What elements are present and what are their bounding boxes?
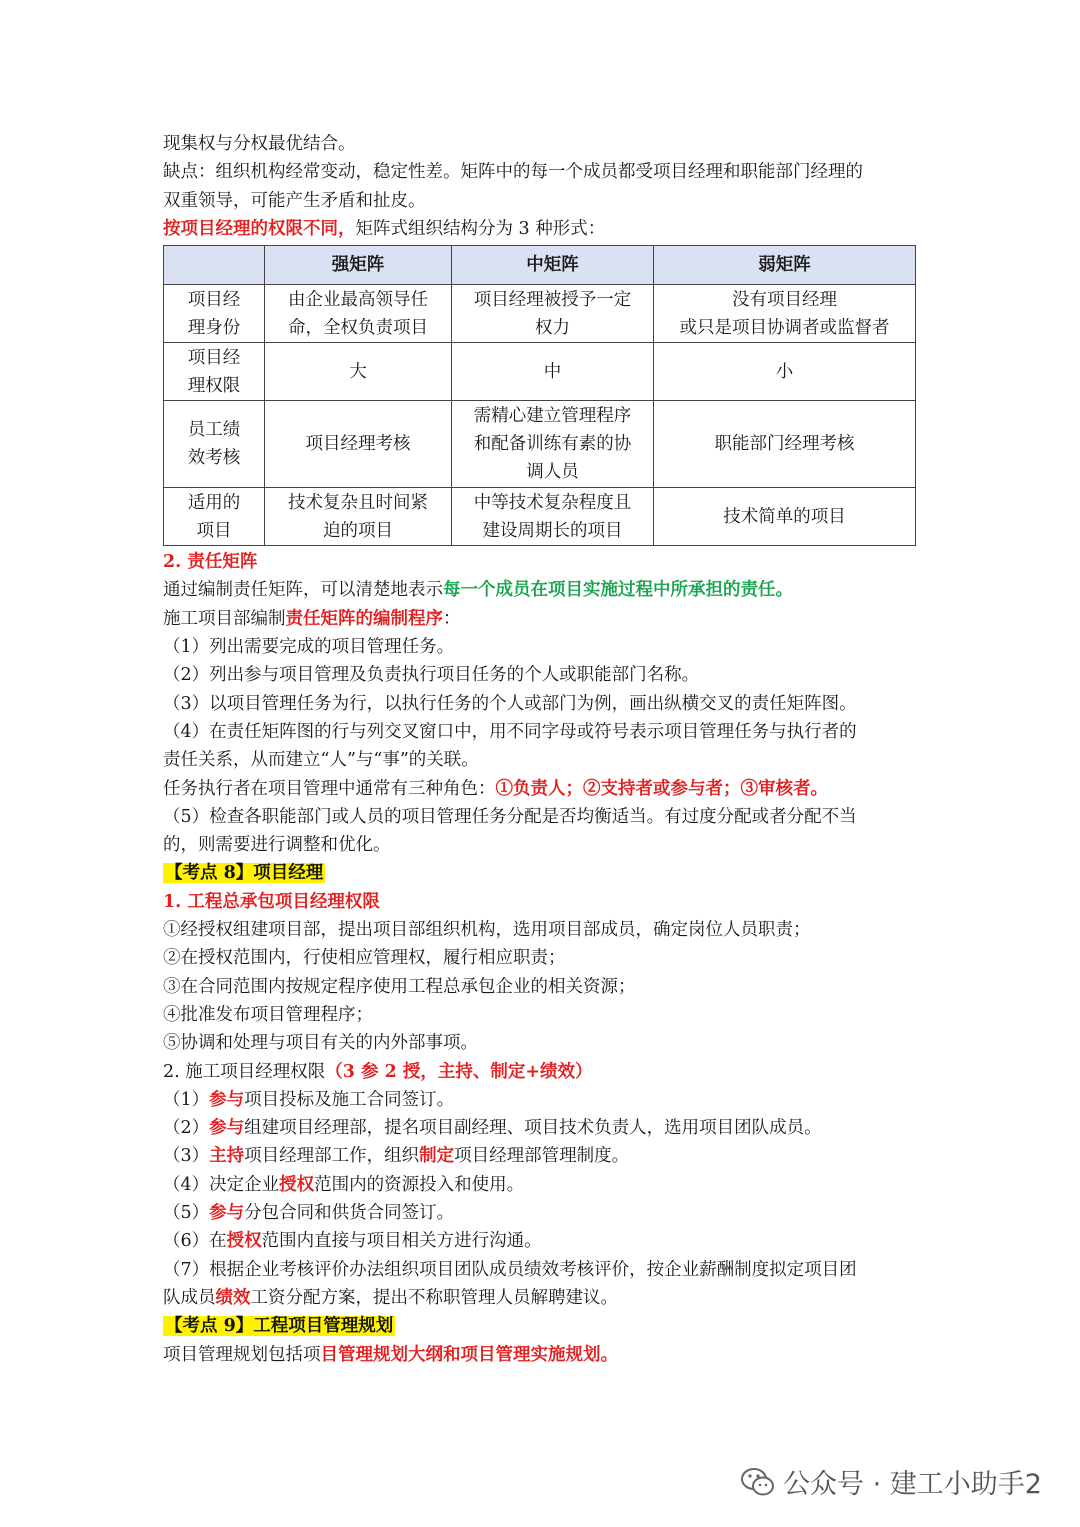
row-label: 项目经 理权限: [164, 343, 265, 401]
table-row: [164, 401, 916, 488]
matrix-forms-line: [163, 215, 923, 243]
row-label: 项目经 理身份: [164, 285, 265, 343]
list-item: （2）列出参与项目管理及负责执行项目任务的个人或职能部门名称。: [163, 665, 700, 686]
roles-line: 任务执行者在项目管理中通常有三种角色：①负责人；②支持者或参与者；③审核者。: [163, 778, 828, 799]
cell-strong: 技术复杂且时间紧 迫的项目: [265, 488, 452, 546]
responsibility-desc: 通过编制责任矩阵，可以清楚地表示每一个成员在项目实施过程中所承担的责任。: [163, 580, 793, 601]
disadvantage-line-1: 缺点：组织机构经常变动，稳定性差。矩阵中的每一个成员都受项目经理和职能部门经理的: [163, 162, 863, 183]
cell-strong: 项目经理考核: [265, 401, 452, 488]
wechat-icon: [741, 1467, 775, 1497]
list-item-continued: 队成员绩效工资分配方案，提出不称职管理人员解聘建议。: [163, 1287, 618, 1308]
list-item: （3）以项目管理任务为行，以执行任务的个人或部门为例，画出纵横交叉的责任矩阵图。: [163, 693, 857, 714]
responsibility-matrix-heading: 2. 责任矩阵: [163, 552, 258, 573]
construction-manager-authority-heading: 2. 施工项目经理权限（3 参 2 授，主持、制定+绩效）: [163, 1061, 593, 1082]
forms-text: 矩阵式组织结构分为 3 种形式：: [355, 218, 606, 239]
watermark-text: 公众号 · 建工小助手2: [783, 1469, 1042, 1500]
cell-medium: 中: [452, 343, 654, 401]
cell-strong: 大: [265, 343, 452, 401]
table-header-row: [164, 246, 916, 285]
cell-weak: 没有项目经理 或只是项目协调者或监督者: [654, 285, 916, 343]
list-item: ①经授权组建项目部，提出项目部组织机构，选用项目部成员，确定岗位人员职责；: [163, 920, 811, 941]
cell-medium: 项目经理被授予一定 权力: [452, 285, 654, 343]
cell-weak: 技术简单的项目: [654, 488, 916, 546]
matrix-comparison-table: [163, 245, 916, 546]
list-item-continued: 责任关系，从而建立“人”与“事”的关联。: [163, 750, 479, 771]
cell-strong: 由企业最高领导任 命，全权负责项目: [265, 285, 452, 343]
list-item: （6）在授权范围内直接与项目相关方进行沟通。: [163, 1231, 542, 1252]
table-row: [164, 343, 916, 401]
header-medium-matrix: 中矩阵: [452, 246, 654, 285]
disadvantage-line-2: 双重领导，可能产生矛盾和扯皮。: [163, 190, 426, 211]
header-strong-matrix: 强矩阵: [265, 246, 452, 285]
cell-medium: 中等技术复杂程度且 建设周期长的项目: [452, 488, 654, 546]
responsibility-emphasis: 每一个成员在项目实施过程中所承担的责任。: [443, 580, 793, 601]
list-item: （5）参与分包合同和供货合同签订。: [163, 1203, 455, 1224]
cell-medium: 需精心建立管理程序 和配备训练有素的协 调人员: [452, 401, 654, 488]
header-blank: [164, 246, 265, 285]
list-item: （4）在责任矩阵图的行与列交叉窗口中，用不同字母或符号表示项目管理任务与执行者的: [163, 721, 857, 742]
wechat-watermark: [741, 1462, 1042, 1501]
list-item: （2）参与组建项目经理部，提名项目副经理、项目技术负责人，选用项目团队成员。: [163, 1118, 822, 1139]
cell-weak: 小: [654, 343, 916, 401]
row-label: 适用的 项目: [164, 488, 265, 546]
intro-line: 现集权与分权最优结合。: [163, 134, 356, 154]
list-item: （1）列出需要完成的项目管理任务。: [163, 637, 455, 658]
list-item: ②在授权范围内，行使相应管理权，履行相应职责；: [163, 948, 566, 969]
table-row: [164, 488, 916, 546]
table-row: [164, 285, 916, 343]
list-item: ⑤协调和处理与项目有关的内外部事项。: [163, 1033, 478, 1054]
list-item: （7）根据企业考核评价办法组织项目团队成员绩效考核评价，按企业薪酬制度拟定项目团: [163, 1259, 857, 1280]
kaodian-9-heading: 【考点 9】工程项目管理规划: [165, 1316, 394, 1337]
list-item: （4）决定企业授权范围内的资源投入和使用。: [163, 1174, 525, 1195]
epc-manager-authority-heading: 1. 工程总承包项目经理权限: [163, 891, 380, 912]
list-item-continued: 的，则需要进行调整和优化。: [163, 835, 391, 856]
row-label: 员工绩 效考核: [164, 401, 265, 488]
list-item: ③在合同范围内按规定程序使用工程总承包企业的相关资源；: [163, 976, 636, 997]
list-item: （1）参与项目投标及施工合同签订。: [163, 1089, 455, 1110]
header-weak-matrix: 弱矩阵: [654, 246, 916, 285]
list-item: ④批准发布项目管理程序；: [163, 1004, 373, 1025]
document-page: [163, 130, 923, 1369]
cell-weak: 职能部门经理考核: [654, 401, 916, 488]
kaodian-8-heading: 【考点 8】项目经理: [165, 863, 324, 884]
list-item: （3）主持项目经理部工作，组织制定项目经理部管理制度。: [163, 1146, 630, 1167]
forms-emphasis: 按项目经理的权限不同，: [163, 218, 356, 239]
list-item: （5）检查各职能部门或人员的项目管理任务分配是否均衡适当。有过度分配或者分配不当: [163, 806, 857, 827]
planning-desc: 项目管理规划包括项目管理规划大纲和项目管理实施规划。: [163, 1344, 618, 1365]
program-line: 施工项目部编制责任矩阵的编制程序：: [163, 608, 461, 629]
